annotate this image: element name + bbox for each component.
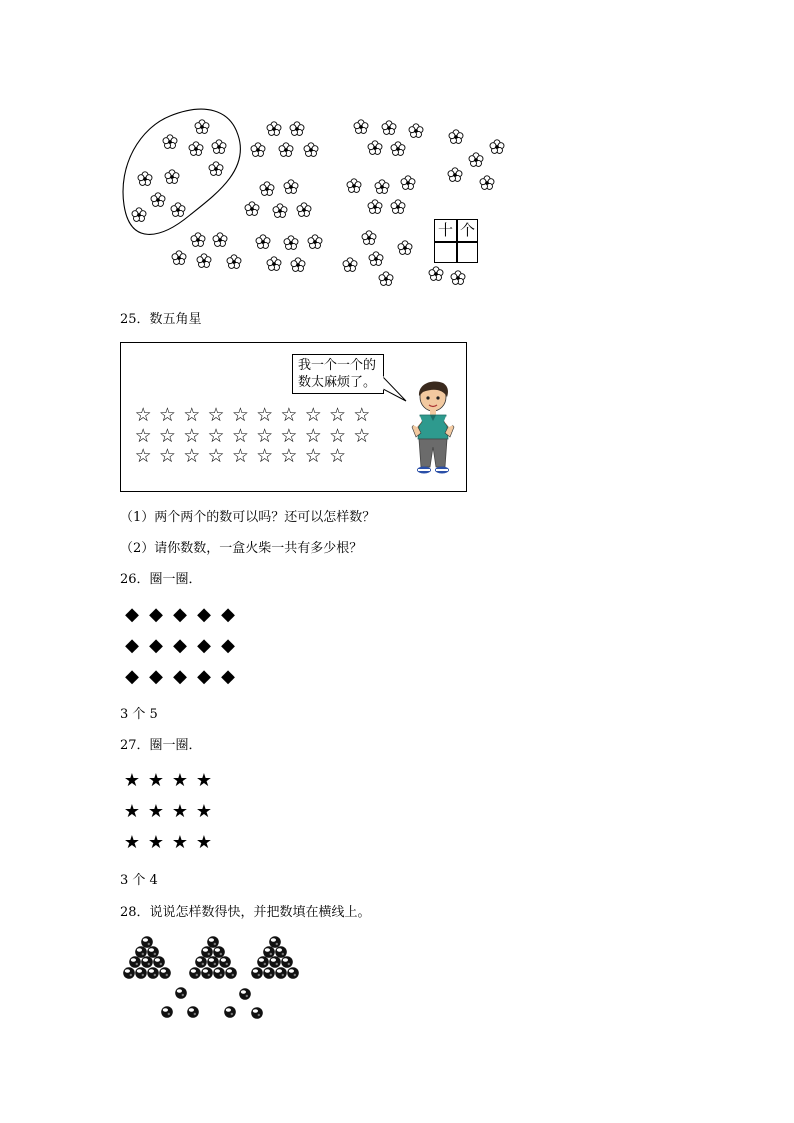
speech-bubble xyxy=(292,354,384,394)
place-value-grid xyxy=(434,219,478,263)
diamond-icon: ◆ xyxy=(173,604,187,625)
hollow-star-icon: ☆ xyxy=(353,404,371,426)
diamond-icon: ◆ xyxy=(149,604,163,625)
hollow-star-icon: ☆ xyxy=(183,404,201,426)
black-star-icon: ★ xyxy=(171,770,189,791)
hollow-star-icon: ☆ xyxy=(134,425,152,447)
question-27-title: 27．圈一圈． xyxy=(120,738,202,753)
hollow-star-icon: ☆ xyxy=(158,425,176,447)
star-counting-box xyxy=(120,342,467,492)
black-star-icon: ★ xyxy=(147,832,165,853)
hollow-star-icon: ☆ xyxy=(207,445,225,467)
question-26-title: 26．圈一圈． xyxy=(120,572,202,587)
boy-illustration xyxy=(403,377,463,477)
hollow-star-icon: ☆ xyxy=(256,445,274,467)
hollow-star-icon: ☆ xyxy=(353,425,371,447)
star-row-1 xyxy=(131,406,374,425)
hollow-star-icon: ☆ xyxy=(280,445,298,467)
diamond-icon: ◆ xyxy=(149,635,163,656)
star-row-b xyxy=(120,803,216,821)
question-25-sub-1: （1）两个两个的数可以吗？还可以怎样数？ xyxy=(120,510,376,525)
question-25-title: 25．数五角星 xyxy=(120,312,202,327)
black-star-icon: ★ xyxy=(171,801,189,822)
hollow-star-icon: ☆ xyxy=(207,404,225,426)
ball-icons xyxy=(123,936,299,1019)
hollow-star-icon: ☆ xyxy=(256,404,274,426)
black-star-icon: ★ xyxy=(123,770,141,791)
question-26-answer: 3 个 5 xyxy=(120,707,158,722)
star-row-2 xyxy=(131,427,374,446)
black-star-icon: ★ xyxy=(147,801,165,822)
black-star-icon: ★ xyxy=(123,832,141,853)
hollow-star-icon: ☆ xyxy=(256,425,274,447)
diamond-icon: ◆ xyxy=(125,604,139,625)
hollow-star-icon: ☆ xyxy=(158,404,176,426)
hollow-star-icon: ☆ xyxy=(158,445,176,467)
diamond-row-3 xyxy=(120,668,240,686)
star-row-a xyxy=(120,772,216,790)
diamond-icon: ◆ xyxy=(197,666,211,687)
hollow-star-icon: ☆ xyxy=(304,425,322,447)
hollow-star-icon: ☆ xyxy=(134,445,152,467)
black-star-icon: ★ xyxy=(147,770,165,791)
diamond-icon: ◆ xyxy=(173,635,187,656)
diamond-icon: ◆ xyxy=(221,604,235,625)
black-star-icon: ★ xyxy=(171,832,189,853)
diamond-icon: ◆ xyxy=(197,604,211,625)
question-28-title: 28．说说怎样数得快，并把数填在横线上。 xyxy=(120,905,371,920)
diamond-icon: ◆ xyxy=(197,635,211,656)
star-row-c xyxy=(120,834,216,852)
diamond-icon: ◆ xyxy=(149,666,163,687)
ones-label: 个 xyxy=(459,221,475,239)
star-row-3 xyxy=(131,447,350,466)
hollow-star-icon: ☆ xyxy=(329,404,347,426)
black-star-icon: ★ xyxy=(195,801,213,822)
diamond-icon: ◆ xyxy=(173,666,187,687)
speech-line-2: 数太麻烦了。 xyxy=(298,375,377,390)
ball-pyramids-figure xyxy=(115,930,315,1025)
black-star-icon: ★ xyxy=(195,770,213,791)
diamond-icon: ◆ xyxy=(125,666,139,687)
hollow-star-icon: ☆ xyxy=(329,425,347,447)
diamond-icon: ◆ xyxy=(221,635,235,656)
hollow-star-icon: ☆ xyxy=(183,445,201,467)
hollow-star-icon: ☆ xyxy=(280,404,298,426)
flower-counting-figure xyxy=(0,0,794,300)
hollow-star-icon: ☆ xyxy=(329,445,347,467)
hollow-star-icon: ☆ xyxy=(231,425,249,447)
diamond-row-1 xyxy=(120,606,240,624)
diamond-icon: ◆ xyxy=(221,666,235,687)
black-star-icon: ★ xyxy=(195,832,213,853)
diamond-icon: ◆ xyxy=(125,635,139,656)
black-star-icon: ★ xyxy=(123,801,141,822)
hollow-star-icon: ☆ xyxy=(304,404,322,426)
hollow-star-icon: ☆ xyxy=(231,445,249,467)
speech-line-1: 我一个一个的 xyxy=(298,358,377,373)
hollow-star-icon: ☆ xyxy=(207,425,225,447)
hollow-star-icon: ☆ xyxy=(304,445,322,467)
question-27-answer: 3 个 4 xyxy=(120,873,158,888)
hollow-star-icon: ☆ xyxy=(231,404,249,426)
tens-label: 十 xyxy=(437,221,453,239)
diamond-row-2 xyxy=(120,637,240,655)
hollow-star-icon: ☆ xyxy=(280,425,298,447)
hollow-star-icon: ☆ xyxy=(134,404,152,426)
hollow-star-icon: ☆ xyxy=(183,425,201,447)
question-25-sub-2: （2）请你数数，一盒火柴一共有多少根？ xyxy=(120,541,363,556)
